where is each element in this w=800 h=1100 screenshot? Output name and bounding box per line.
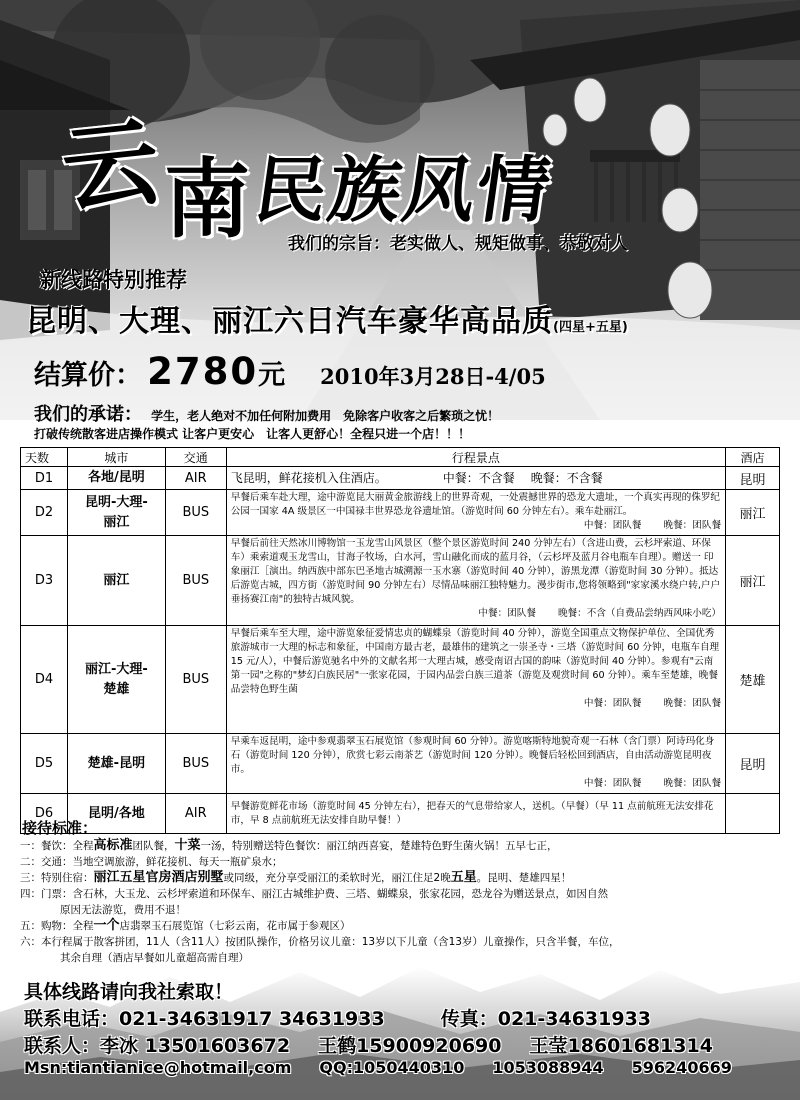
city-cell xyxy=(67,536,165,626)
date-range: 2010年3月28日-4/05 xyxy=(320,364,546,389)
std-strong: 丽江五星官房酒店别墅 xyxy=(93,870,224,885)
contact-person-3[interactable]: 王莹18601681314 xyxy=(529,1035,713,1057)
meal-lunch: 中餐：团队餐 xyxy=(583,698,642,709)
itinerary-text: 早乘车返昆明，途中参观翡翠玉石展览馆（参观时间 60 分钟）。游览喀斯特地貌奇观一石林（含门票）阿诗玛化身石（游览时间 120 分钟），欣赏七彩云南茶艺（游览时间 120 分钟）。晚餐后轻松回到酒店，自由活动游览昆明夜市。 xyxy=(230,736,715,775)
standard-item-tickets-cont xyxy=(20,902,780,918)
fax-label: 传真： xyxy=(440,1008,498,1030)
city-line: 丽江-大理- xyxy=(84,661,148,677)
city-cell xyxy=(67,626,165,734)
people-label: 联系人： xyxy=(24,1035,101,1057)
header-itinerary: 行程景点 xyxy=(226,448,725,467)
day-cell: D2 xyxy=(21,490,68,536)
std-text: 四：门票：含石林，大玉龙、云杉坪索道和环保车、丽江古城维护费、三塔、蝴蝶泉，张家花园，恐龙谷为赠送景点，如因自然 xyxy=(20,888,608,900)
city-cell xyxy=(67,490,165,536)
header-transport: 交通 xyxy=(165,448,226,467)
promise-line xyxy=(34,400,499,426)
price-unit: 元 xyxy=(258,360,286,391)
transport-cell: BUS xyxy=(165,734,226,794)
msn-address[interactable]: Msn:tiantianice@hotmail,com xyxy=(24,1058,292,1077)
std-text: 二：交通：当地空调旅游，鲜花接机、每天一瓶矿泉水； xyxy=(20,856,283,868)
hotel-cell: 昆明 xyxy=(726,734,780,794)
standard-item-meals xyxy=(20,838,780,854)
itinerary-cell xyxy=(226,490,725,536)
meal-dinner: 晚餐：团队餐 xyxy=(663,698,722,709)
itinerary-cell xyxy=(226,536,725,626)
hotel-cell: 楚雄 xyxy=(726,626,780,734)
standard-item-group xyxy=(20,934,780,950)
std-strong: 十菜 xyxy=(174,838,201,853)
itinerary-text: 飞昆明，鲜花接机入住酒店。 xyxy=(230,471,387,485)
city-cell xyxy=(67,467,165,490)
meals-line xyxy=(231,697,721,711)
std-text: 店翡翠玉石展览馆（七彩云南，花市属于参观区） xyxy=(119,920,351,932)
qq-number-2[interactable]: 1053088944 xyxy=(492,1058,604,1077)
table-row xyxy=(21,626,780,734)
standards-list xyxy=(20,838,780,966)
day-cell: D4 xyxy=(21,626,68,734)
title-char-yun: 云 xyxy=(57,103,171,227)
transport-cell: AIR xyxy=(165,467,226,490)
itinerary-text: 早餐后乘车至大理，途中游览象征爱情忠贞的蝴蝶泉（游览时间 40 分钟），游览全国重点文物保护单位、全国优秀旅游城市一大理的标志和象征，中国南方最古老，最雄伟的建筑之一崇圣寺・三塔（游览时间 60 分钟，电瓶车自理 15 元/人），中餐后游览驰名中外的文献名邦一大理古城，感受南诏古国的韵味（游览时间 40 分钟）。参观有"云南第一园"之称的"梦幻白族民居"一张家花园，于园内品尝白族三道茶（游览及观赏时间 60 分钟）。乘车至楚雄，晚餐品尝特色野生菌 xyxy=(230,628,720,695)
standard-item-tickets xyxy=(20,886,780,902)
std-text: 或同级，充分享受丽江的柔软时光，丽江住足2晚 xyxy=(223,872,451,884)
title-char-nan: 南 xyxy=(164,149,256,250)
table-header-row xyxy=(21,448,780,467)
hotel-cell: 昆明 xyxy=(726,467,780,490)
std-strong: 一个 xyxy=(93,918,120,933)
day-cell: D5 xyxy=(21,734,68,794)
city-line: 丽江 xyxy=(103,514,130,530)
tel-label: 联系电话： xyxy=(24,1008,120,1030)
price-value: 2780 xyxy=(147,350,259,393)
contact-people-line xyxy=(24,1031,713,1058)
promise-line-2: 打破传统散客进店操作模式 让客户更安心 让客人更舒心！全程只进一个店！！！ xyxy=(34,427,471,441)
itinerary-cell xyxy=(226,734,725,794)
table-row xyxy=(21,467,780,490)
std-text: 其余自理（酒店早餐如儿童超高需自理） xyxy=(60,952,249,964)
hotel-cell xyxy=(726,794,780,834)
contact-im-line xyxy=(24,1058,732,1077)
itinerary-table xyxy=(20,447,780,834)
itinerary-text: 早餐后前往天然冰川博物馆一玉龙雪山风景区（整个景区游览时间 240 分钟左右）（含进山费，云杉坪索道、环保车）乘索道观玉龙雪山，甘海子牧场，白水河，雪山融化而成的蓝月谷，（云杉坪及蓝月谷电瓶车自理）。赠送一 印象丽江［演出。纳西族中部东巴圣地古城溯源一玉水寨（游览时间 40 分钟），游黑龙潭（游览时间 30 分钟）。抵达后游览古城，四方街（游览时间 90 分钟左右）尽情品味丽江独特魅力。漫步街市,您将领略到"家家溪水绕户转,户户垂扬赛江南"的独特古城风貌。 xyxy=(230,538,721,605)
hotel-grade-note: (四星+五星) xyxy=(553,320,628,335)
meals-line xyxy=(231,519,721,533)
meal-dinner: 晚餐：团队餐 xyxy=(663,520,722,531)
day-cell: D1 xyxy=(21,467,68,490)
meals-line xyxy=(231,777,721,791)
city-line: 各地/昆明 xyxy=(88,470,145,485)
contact-person-1[interactable]: 李冰 13501603672 xyxy=(100,1035,291,1057)
route-headline-text: 昆明、大理、丽江六日汽车豪华高品质 xyxy=(26,304,553,339)
standard-item-transport xyxy=(20,854,780,870)
meal-dinner: 晚餐：不含餐 xyxy=(530,471,603,485)
tel-numbers[interactable]: 021-34631917 34631933 xyxy=(119,1008,385,1030)
itinerary-text: 早餐后乘车赴大理，途中游览昆大丽黄金旅游线上的世界奇观，一处震撼世界的恐龙大遗址，一个真实再现的侏罗纪公园一国家 4A 级景区一中国禄丰世界恐龙谷遗址馆。（游览时间 60 分钟左右）。乘车赴丽江。 xyxy=(230,492,721,517)
new-route-subhead: 新线路特别推荐 xyxy=(40,268,187,292)
table-row xyxy=(21,536,780,626)
meals-line xyxy=(231,607,721,621)
meal-dinner: 晚餐：团队餐 xyxy=(663,778,722,789)
day-cell: D6 xyxy=(21,794,68,834)
std-text: 一汤，特别赠送特色餐饮：丽江纳西喜宴，楚雄特色野生菌火锅！五早七正， xyxy=(200,840,558,852)
city-cell xyxy=(67,734,165,794)
contact-headline: 具体线路请向我社索取！ xyxy=(24,981,234,1003)
table-row xyxy=(21,734,780,794)
header-city: 城市 xyxy=(67,448,165,467)
std-text: 五：购物：全程 xyxy=(20,920,94,932)
std-text: 一：餐饮：全程 xyxy=(20,840,94,852)
transport-cell: BUS xyxy=(165,490,226,536)
price-row xyxy=(34,350,546,393)
itinerary-cell xyxy=(226,794,725,834)
itinerary-text: 早餐游览鲜花市场（游览时间 45 分钟左右），把春天的气息带给家人，送机。（早餐）（早 11 点前航班无法安排花市，早 8 点前航班无法安排自助早餐！） xyxy=(230,800,714,826)
city-line: 昆明-大理- xyxy=(84,494,148,510)
promise-label: 我们的承诺： xyxy=(34,404,142,425)
fax-number[interactable]: 021-34631933 xyxy=(497,1008,652,1030)
itinerary-cell xyxy=(226,626,725,734)
qq-number-1[interactable]: 1050440310 xyxy=(353,1058,465,1077)
meal-lunch: 中餐：不含餐 xyxy=(442,471,515,485)
qq-label: QQ: xyxy=(319,1058,353,1077)
qq-number-3[interactable]: 596240669 xyxy=(631,1058,732,1077)
meal-lunch: 中餐：团队餐 xyxy=(583,520,642,531)
meal-dinner: 晚餐：不含（自费品尝纳西风味小吃） xyxy=(557,608,722,619)
meal-lunch: 中餐：团队餐 xyxy=(583,778,642,789)
contact-person-2[interactable]: 王鹤15900920690 xyxy=(318,1035,502,1057)
standard-item-lodging xyxy=(20,870,780,886)
header-hotel: 酒店 xyxy=(726,448,780,467)
table-row xyxy=(21,490,780,536)
transport-cell: BUS xyxy=(165,536,226,626)
standards-title: 接待标准： xyxy=(22,819,98,837)
hotel-cell: 丽江 xyxy=(726,490,780,536)
std-text: 。昆明、楚雄四星！ xyxy=(476,872,572,884)
std-text: 三：特别住宿： xyxy=(20,872,94,884)
route-headline xyxy=(26,296,628,340)
standard-item-shopping xyxy=(20,918,780,934)
std-strong: 五星 xyxy=(450,870,477,885)
company-slogan: 我们的宗旨：老实做人、规矩做事、恭敬对人 xyxy=(288,234,628,254)
city-line: 昆明/各地 xyxy=(88,805,145,821)
hotel-cell: 丽江 xyxy=(726,536,780,626)
itinerary-cell xyxy=(226,467,725,490)
meal-lunch: 中餐：团队餐 xyxy=(478,608,536,619)
std-text: 原因无法游览，费用不退！ xyxy=(60,904,186,916)
table-row xyxy=(21,794,780,834)
transport-cell: BUS xyxy=(165,626,226,734)
city-line: 丽江 xyxy=(103,572,130,588)
price-label: 结算价： xyxy=(34,360,142,391)
contact-phone-line xyxy=(24,1004,651,1031)
promise-text: 学生，老人绝对不加任何附加费用 免除客户收客之后繁琐之忧！ xyxy=(151,409,500,423)
std-text: 团队餐， xyxy=(132,840,175,852)
transport-cell: AIR xyxy=(165,794,226,834)
city-line: 楚雄 xyxy=(103,681,130,697)
city-line: 楚雄-昆明 xyxy=(87,755,146,771)
std-strong: 高标准 xyxy=(93,838,133,853)
header-day: 天数 xyxy=(21,448,68,467)
title-minzu-fengqing: 民族风情 xyxy=(249,147,558,232)
std-text: 六：本行程属于散客拼团，11人（含11人）按团队操作，价格另议儿童：13岁以下儿童（含13岁）儿童操作，只含半餐，车位， xyxy=(20,936,620,948)
day-cell: D3 xyxy=(21,536,68,626)
